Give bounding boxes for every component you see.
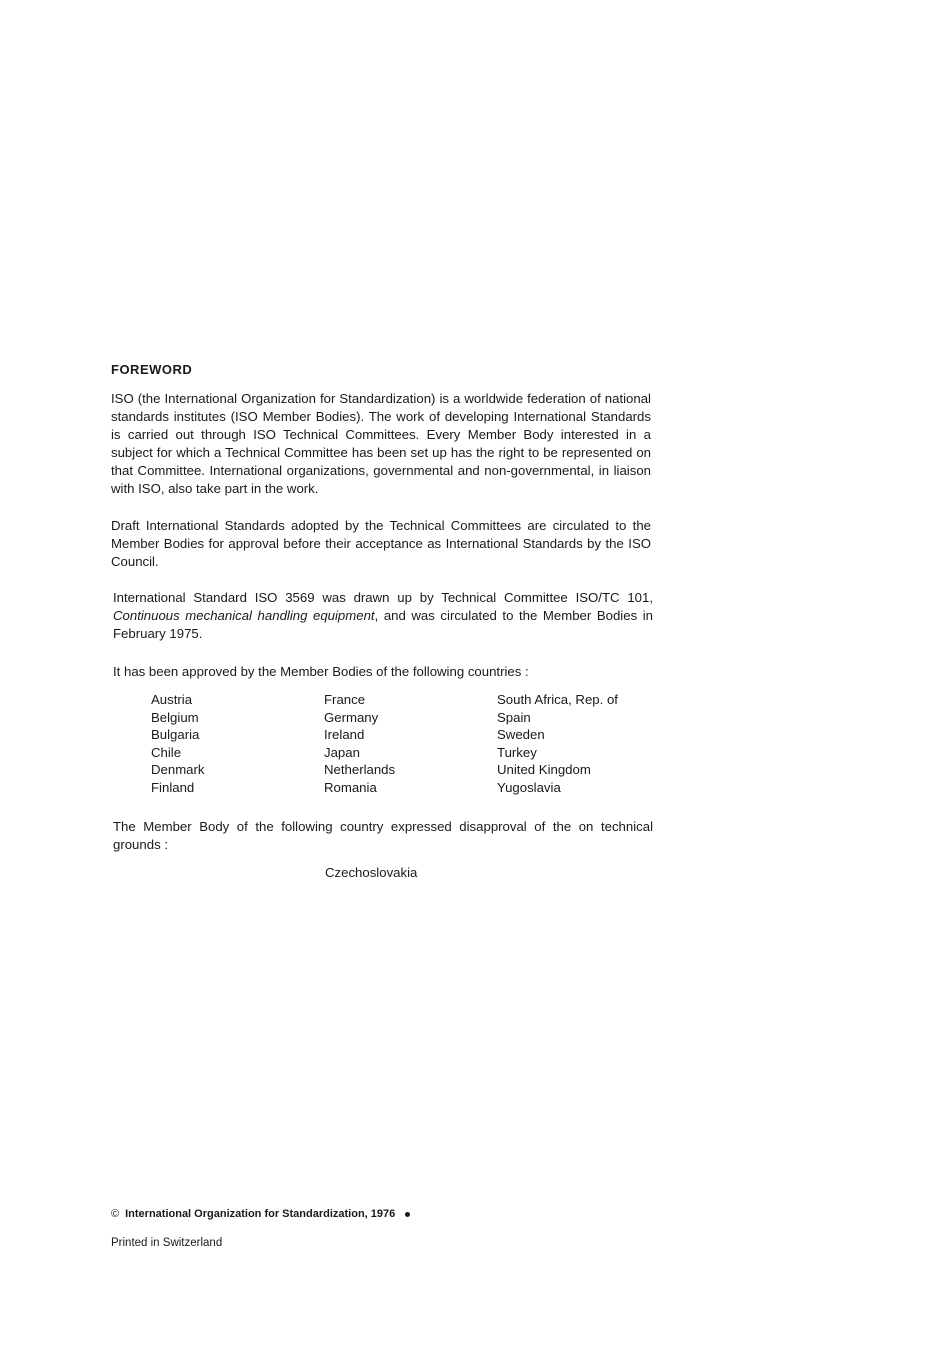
- committee-title: Continuous mechanical handling equipment: [113, 608, 375, 623]
- page-title: FOREWORD: [111, 362, 193, 377]
- disapproving-country: Czechoslovakia: [325, 865, 418, 880]
- copyright-icon: ©: [111, 1208, 120, 1220]
- list-item: Austria: [151, 692, 193, 707]
- list-item: Japan: [324, 744, 360, 760]
- list-item: Finland: [151, 779, 195, 795]
- copyright-text: International Organization for Standardization, 1976: [125, 1208, 396, 1220]
- paragraph-approval-intro: It has been approved by the Member Bodies of the following countries :: [113, 664, 529, 679]
- countries-column-1: [151, 691, 324, 797]
- list-item: United Kingdom: [497, 762, 591, 778]
- list-item: Belgium: [151, 709, 199, 725]
- list-item: Turkey: [497, 744, 537, 760]
- list-item: Germany: [324, 709, 379, 725]
- paragraph-draft-standards: Draft International Standards adopted by the Technical Committees are circulated to the Member Bodies for approval before their acceptance as International Standards by the ISO Council.: [111, 518, 651, 569]
- list-item: Sweden: [497, 727, 545, 743]
- list-item: Chile: [151, 744, 182, 760]
- approving-countries-list: [151, 691, 671, 797]
- countries-column-3: [497, 691, 670, 797]
- countries-column-2: [324, 691, 497, 797]
- list-item: Netherlands: [324, 762, 396, 778]
- copyright-notice: [111, 1208, 410, 1220]
- list-item: Ireland: [324, 727, 365, 743]
- list-item: Spain: [497, 709, 531, 725]
- list-item: Denmark: [151, 762, 205, 778]
- list-item: Romania: [324, 779, 377, 795]
- list-item: South Africa, Rep. of: [497, 692, 618, 707]
- printed-location: Printed in Switzerland: [111, 1237, 223, 1249]
- paragraph-disapproval: The Member Body of the following country expressed disapproval of the on technical grounds :: [113, 819, 653, 852]
- paragraph-standard-origin: [113, 589, 653, 643]
- paragraph-iso-description: ISO (the International Organization for Standardization) is a worldwide federation of national standards institutes (ISO Member Bodies). The work of developing International Standards is carried out through ISO Technical Committees. Every Member Body interested in a subject for which a Technical Committee has been set up has the right to be represented on that Committee. International organizations, governmental and non-governmental, in liaison with ISO, also take part in the work.: [111, 391, 651, 496]
- standard-origin-prefix: International Standard ISO 3569 was drawn up by Technical Committee ISO/TC 101,: [113, 590, 653, 605]
- list-item: France: [324, 692, 366, 707]
- list-item: Bulgaria: [151, 727, 200, 743]
- standard-origin-suffix: , and was circulated to the Member Bodies in February 1975.: [113, 608, 653, 641]
- list-item: Yugoslavia: [497, 779, 561, 795]
- bullet-icon: [405, 1212, 410, 1217]
